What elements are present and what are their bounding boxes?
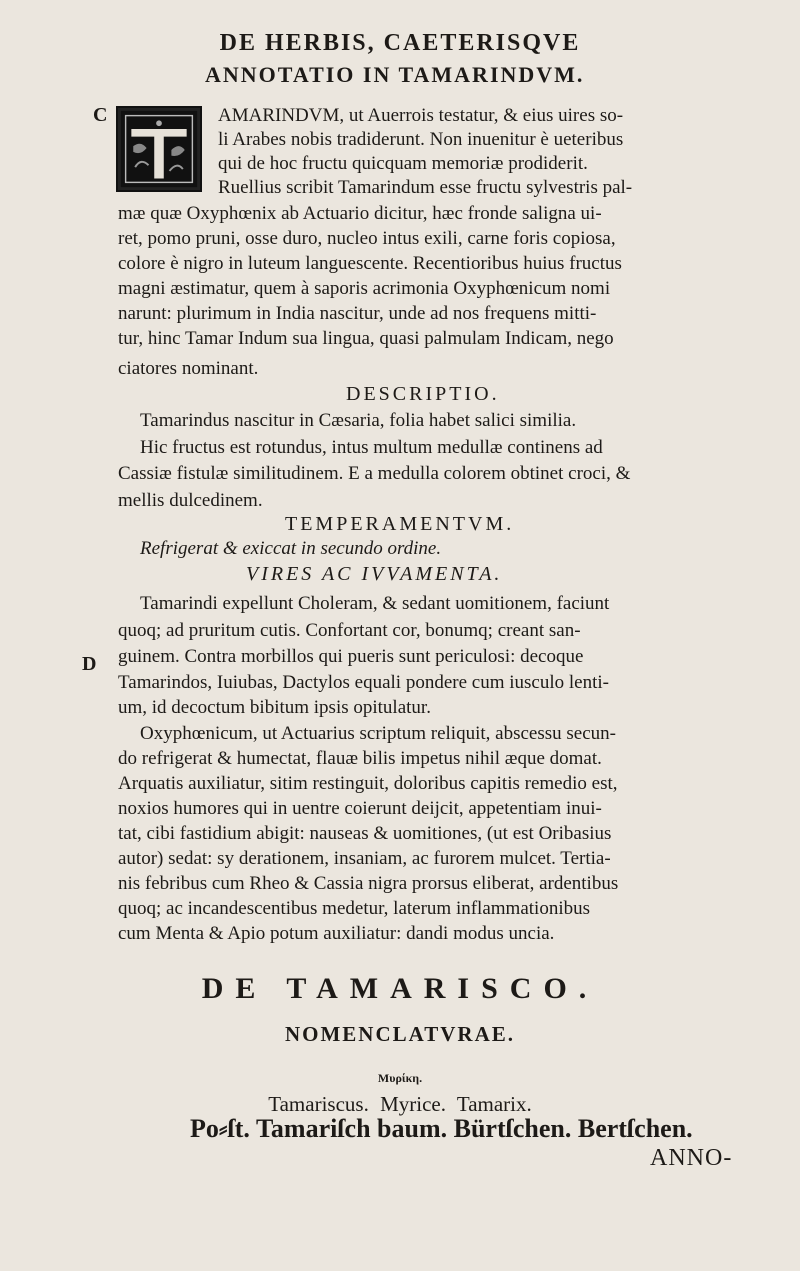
annotatio-line-4: Ruellius scribit Tamarindum esse fructu sylvestris pal- <box>218 177 633 198</box>
annotatio-line-10: tur, hinc Tamar Indum sua lingua, quasi palmulam Indicam, nego <box>118 328 614 349</box>
annotatio-heading: ANNOTATIO IN TAMARINDVM. <box>205 62 585 87</box>
vires-line-14: cum Menta & Apio potum auxiliatur: dandi modus uncia. <box>118 923 555 944</box>
latin-names: Tamariscus. Myrice. Tamarix. <box>268 1092 532 1116</box>
descriptio-line-4: mellis dulcedinem. <box>118 490 263 511</box>
vires-line-2: quoq; ad pruritum cutis. Confortant cor, bonumq; creant san- <box>118 620 581 641</box>
annotatio-line-2: li Arabes nobis tradiderunt. Non inuenitur è ueteribus <box>218 129 624 150</box>
catchword: ANNO- <box>650 1145 733 1171</box>
temperamentum-heading: TEMPERAMENTVM. <box>285 513 515 535</box>
annotatio-line-1: AMARINDVM, ut Auerrois testatur, & eius uires so- <box>218 105 624 126</box>
annotatio-line-8: magni æstimatur, quem à saporis acrimonia Oxyphœnicum nomi <box>118 278 611 299</box>
descriptio-line-1: Tamarindus nascitur in Cæsaria, folia habet salici similia. <box>140 410 577 431</box>
decorated-initial-t <box>116 106 202 192</box>
vires-line-12: nis febribus cum Rheo & Cassia nigra prorsus eliberat, ardentibus <box>118 873 619 894</box>
vires-line-1: Tamarindi expellunt Choleram, & sedant uomitionem, faciunt <box>140 593 610 614</box>
vires-line-9: noxios humores qui in uentre coierunt deijcit, appetentiam inui- <box>118 798 602 819</box>
annotatio-line-9: narunt: plurimum in India nascitur, unde ad nos frequens mitti- <box>118 303 597 324</box>
vires-heading: VIRES AC IVVAMENTA. <box>246 563 503 585</box>
de-tamarisco-heading: DE TAMARISCO. <box>201 972 599 1005</box>
annotatio-line-6: ret, pomo pruni, osse duro, nucleo intus exili, carne foris copiosa, <box>118 228 616 249</box>
vires-line-4: Tamarindos, Iuiubas, Dactylos equali pondere cum iusculo lenti- <box>118 672 609 693</box>
vires-line-8: Arquatis auxiliatur, sitim restinguit, doloribus capitis remedio est, <box>118 773 618 794</box>
temperamentum-line: Refrigerat & exiccat in secundo ordine. <box>140 538 442 559</box>
vires-line-3: guinem. Contra morbillos qui pueris sunt periculosi: decoque <box>118 646 584 667</box>
woodcut-initial-icon <box>118 108 200 190</box>
vires-line-10: tat, cibi fastidium abigit: nauseas & uomitiones, (ut est Oribasius <box>118 823 612 844</box>
descriptio-heading: DESCRIPTIO. <box>346 383 500 405</box>
greek-name: Μυρίκη. <box>377 1071 423 1085</box>
vires-line-13: quoq; ac incandescentibus medetur, laterum inflammationibus <box>118 898 590 919</box>
margin-letter-d: D <box>82 653 97 675</box>
vires-line-7: do refrigerat & humectat, flauæ bilis impetus nihil æque domat. <box>118 748 602 769</box>
running-head: DE HERBIS, CAETERISQVE <box>219 30 581 56</box>
annotatio-line-5: mæ quæ Oxyphœnix ab Actuario dicitur, hæc fronde saligna ui- <box>118 203 602 224</box>
german-names: Po⸗ſt. Tamariſch baum. Bürtſchen. Bertſchen. <box>190 1114 693 1143</box>
margin-letter-c: C <box>93 104 108 126</box>
descriptio-line-3: Cassiæ fistulæ similitudinem. E a medulla colorem obtinet croci, & <box>118 463 631 484</box>
nomenclaturae-heading: NOMENCLATVRAE. <box>284 1022 516 1046</box>
vires-line-6: Oxyphœnicum, ut Actuarius scriptum reliquit, abscessu secun- <box>140 723 616 744</box>
annotatio-line-11: ciatores nominant. <box>118 358 259 379</box>
vires-line-5: um, id decoctum bibitum ipsis opitulatur. <box>118 697 431 718</box>
descriptio-line-2: Hic fructus est rotundus, intus multum medullæ continens ad <box>140 437 603 458</box>
annotatio-line-3: qui de hoc fructu quicquam memoriæ prodiderit. <box>218 153 588 174</box>
vires-line-11: autor) sedat: sy derationem, insaniam, ac furorem mulcet. Tertia- <box>118 848 611 869</box>
annotatio-line-7: colore è nigro in luteum languescente. Recentioribus huius fructus <box>118 253 622 274</box>
